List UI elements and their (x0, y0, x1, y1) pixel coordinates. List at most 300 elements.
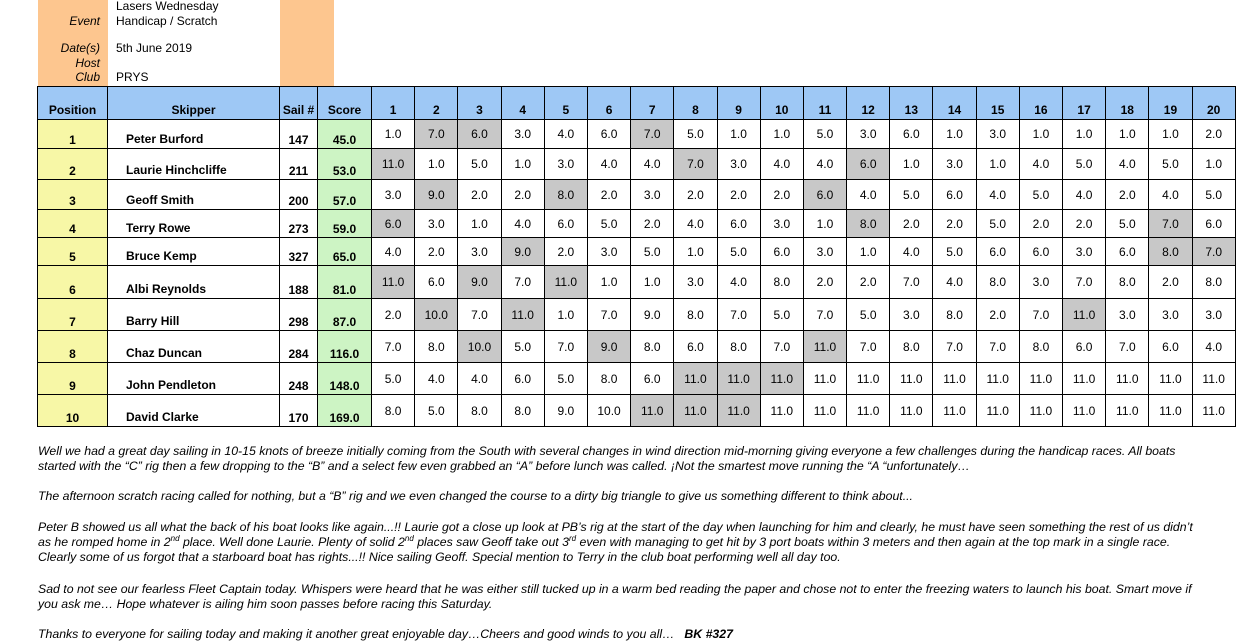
skipper-cell: Albi Reynolds (108, 266, 280, 299)
table-row (38, 331, 1236, 363)
host-club-value: PRYS (116, 70, 149, 84)
report-text: places saw Geoff take out 3 (413, 535, 569, 549)
race-result-cell: 7.0 (890, 266, 933, 299)
race-result-cell: 5.0 (933, 238, 976, 266)
discarded-race-cell: 9.0 (587, 331, 630, 363)
race-result-cell: 8.0 (1019, 331, 1062, 363)
report-text: Thanks to everyone for sailing today and making it another great enjoyable day…Cheers and good winds to you all… (38, 627, 675, 641)
race-result-cell: 4.0 (1149, 180, 1192, 210)
skipper-cell: Laurie Hinchcliffe (108, 149, 280, 180)
race-result-cell: 1.0 (544, 299, 587, 331)
skipper-cell: Chaz Duncan (108, 331, 280, 363)
race-header: 7 (631, 87, 674, 120)
race-result-cell: 2.0 (976, 299, 1019, 331)
race-result-cell: 3.0 (587, 238, 630, 266)
race-header: 17 (1063, 87, 1106, 120)
sail-number-cell: 248 (280, 363, 318, 395)
sail-number-cell: 147 (280, 120, 318, 149)
race-result-cell: 2.0 (847, 266, 890, 299)
race-result-cell: 2.0 (1106, 180, 1149, 210)
race-header: 15 (976, 87, 1019, 120)
race-result-cell: 11.0 (847, 363, 890, 395)
race-header: 5 (544, 87, 587, 120)
position-cell: 8 (38, 331, 108, 363)
race-result-cell: 5.0 (1063, 149, 1106, 180)
race-result-cell: 4.0 (501, 210, 544, 238)
discarded-race-cell: 9.0 (415, 180, 458, 210)
race-result-cell: 2.0 (372, 299, 415, 331)
discarded-race-cell: 7.0 (631, 120, 674, 149)
race-result-cell: 4.0 (674, 210, 717, 238)
score-cell: 81.0 (318, 266, 372, 299)
report-paragraph-thanks (38, 627, 1203, 642)
race-result-cell: 1.0 (717, 120, 760, 149)
race-header: 1 (372, 87, 415, 120)
race-result-cell: 1.0 (847, 238, 890, 266)
race-result-cell: 2.0 (760, 180, 803, 210)
race-result-cell: 1.0 (933, 120, 976, 149)
race-result-cell: 5.0 (717, 238, 760, 266)
race-result-cell: 11.0 (847, 395, 890, 427)
score-header-column (280, 0, 334, 86)
race-result-cell: 11.0 (1149, 363, 1192, 395)
table-row (38, 395, 1236, 427)
race-result-cell: 2.0 (631, 210, 674, 238)
race-result-cell: 4.0 (458, 363, 501, 395)
race-report-captain (38, 582, 1203, 612)
report-text: place. Well done Laurie. Plenty of solid 2 (179, 535, 405, 549)
position-cell: 3 (38, 180, 108, 210)
race-result-cell: 9.0 (544, 395, 587, 427)
race-result-cell: 7.0 (458, 299, 501, 331)
race-header: 20 (1192, 87, 1235, 120)
race-result-cell: 11.0 (1192, 395, 1235, 427)
race-result-cell: 8.0 (1192, 266, 1235, 299)
signature: BK #327 (684, 627, 733, 641)
report-paragraph-results (38, 520, 1203, 565)
race-result-cell: 1.0 (976, 149, 1019, 180)
race-result-cell: 5.0 (458, 149, 501, 180)
race-report (38, 444, 1203, 474)
discarded-race-cell: 7.0 (1192, 238, 1235, 266)
race-result-cell: 7.0 (544, 331, 587, 363)
host-label: Host (75, 56, 100, 70)
race-report-thanks (38, 627, 1203, 642)
race-result-cell: 7.0 (1106, 331, 1149, 363)
race-result-cell: 3.0 (717, 149, 760, 180)
race-result-cell: 6.0 (1019, 238, 1062, 266)
race-result-cell: 5.0 (803, 120, 846, 149)
report-paragraph-afternoon: The afternoon scratch racing called for nothing, but a “B” rig and we even changed the course to a dirty big triangle to give us something different to think about... (38, 489, 913, 503)
race-header: 12 (847, 87, 890, 120)
skipper-cell: Barry Hill (108, 299, 280, 331)
race-result-cell: 3.0 (803, 238, 846, 266)
table-row (38, 238, 1236, 266)
race-result-cell: 5.0 (1149, 149, 1192, 180)
race-result-cell: 5.0 (1106, 210, 1149, 238)
race-result-cell: 5.0 (847, 299, 890, 331)
race-result-cell: 6.0 (587, 120, 630, 149)
race-result-cell: 7.0 (847, 331, 890, 363)
race-result-cell: 11.0 (1149, 395, 1192, 427)
race-header: 11 (803, 87, 846, 120)
race-result-cell: 7.0 (372, 331, 415, 363)
sail-number-cell: 273 (280, 210, 318, 238)
race-report-afternoon (38, 489, 1203, 504)
table-row (38, 363, 1236, 395)
race-result-cell: 11.0 (933, 395, 976, 427)
race-result-cell: 2.0 (587, 180, 630, 210)
skipper-cell: Bruce Kemp (108, 238, 280, 266)
skipper-header: Skipper (108, 87, 280, 120)
score-cell: 53.0 (318, 149, 372, 180)
discarded-race-cell: 6.0 (458, 120, 501, 149)
report-paragraph-wind: Well we had a great day sailing in 10-15 knots of breeze initially coming from the South with several changes in wind direction mid-morning giving everyone a few challenges during the handicap races. All boats started with the “C” rig then a few dropping to the “B” and a select few even grabbed an “A” before lunch was called. ¡Not the smartest move running the “A “unfortunately… (38, 444, 1176, 473)
race-result-cell: 11.0 (976, 395, 1019, 427)
score-cell: 59.0 (318, 210, 372, 238)
race-result-cell: 4.0 (717, 266, 760, 299)
race-result-cell: 3.0 (847, 120, 890, 149)
race-result-cell: 6.0 (890, 120, 933, 149)
discarded-race-cell: 7.0 (415, 120, 458, 149)
discarded-race-cell: 6.0 (847, 149, 890, 180)
race-result-cell: 4.0 (933, 266, 976, 299)
race-result-cell: 8.0 (933, 299, 976, 331)
race-result-cell: 6.0 (933, 180, 976, 210)
club-label: Club (75, 70, 100, 84)
race-result-cell: 5.0 (890, 180, 933, 210)
race-result-cell: 3.0 (631, 180, 674, 210)
race-result-cell: 8.0 (631, 331, 674, 363)
race-result-cell: 6.0 (717, 210, 760, 238)
skipper-cell: John Pendleton (108, 363, 280, 395)
race-result-cell: 11.0 (1106, 395, 1149, 427)
race-result-cell: 3.0 (372, 180, 415, 210)
race-header: 2 (415, 87, 458, 120)
race-result-cell: 5.0 (976, 210, 1019, 238)
sail-number-cell: 284 (280, 331, 318, 363)
race-result-cell: 11.0 (1106, 363, 1149, 395)
race-result-cell: 5.0 (1019, 180, 1062, 210)
race-result-cell: 3.0 (1192, 299, 1235, 331)
race-result-cell: 4.0 (890, 238, 933, 266)
race-result-cell: 7.0 (1019, 299, 1062, 331)
race-result-cell: 3.0 (415, 210, 458, 238)
race-result-cell: 2.0 (1149, 266, 1192, 299)
discarded-race-cell: 6.0 (372, 210, 415, 238)
report-text: Peter B showed us all what the back of his boat looks like again...!! Laurie got a close up look at PB’s rig at the start of the day when launching for him and clearly, he must have seen something the rest of us didn’t as he romped home in 2 (38, 520, 1193, 549)
race-result-cell: 11.0 (933, 363, 976, 395)
race-result-cell: 5.0 (674, 120, 717, 149)
discarded-race-cell: 9.0 (501, 238, 544, 266)
event-label: Event (69, 14, 100, 28)
race-header: 10 (760, 87, 803, 120)
race-result-cell: 5.0 (544, 363, 587, 395)
position-cell: 9 (38, 363, 108, 395)
discarded-race-cell: 11.0 (372, 149, 415, 180)
race-result-cell: 4.0 (631, 149, 674, 180)
race-result-cell: 7.0 (760, 331, 803, 363)
results-table (37, 86, 1236, 427)
race-result-cell: 3.0 (501, 120, 544, 149)
table-row (38, 180, 1236, 210)
race-result-cell: 3.0 (674, 266, 717, 299)
race-result-cell: 1.0 (458, 210, 501, 238)
position-cell: 4 (38, 210, 108, 238)
discarded-race-cell: 11.0 (544, 266, 587, 299)
discarded-race-cell: 7.0 (674, 149, 717, 180)
discarded-race-cell: 11.0 (760, 363, 803, 395)
race-result-cell: 5.0 (1192, 180, 1235, 210)
position-cell: 5 (38, 238, 108, 266)
discarded-race-cell: 11.0 (803, 331, 846, 363)
race-result-cell: 2.0 (501, 180, 544, 210)
sail-number-cell: 170 (280, 395, 318, 427)
race-result-cell: 2.0 (1063, 210, 1106, 238)
race-result-cell: 11.0 (976, 363, 1019, 395)
race-result-cell: 2.0 (890, 210, 933, 238)
discarded-race-cell: 11.0 (674, 363, 717, 395)
race-result-cell: 6.0 (1063, 331, 1106, 363)
discarded-race-cell: 9.0 (458, 266, 501, 299)
race-result-cell: 8.0 (976, 266, 1019, 299)
skipper-cell: Peter Burford (108, 120, 280, 149)
skipper-cell: David Clarke (108, 395, 280, 427)
race-result-cell: 4.0 (544, 120, 587, 149)
position-header: Position (38, 87, 108, 120)
race-result-cell: 10.0 (587, 395, 630, 427)
race-result-cell: 6.0 (415, 266, 458, 299)
table-row (38, 299, 1236, 331)
race-result-cell: 8.0 (372, 395, 415, 427)
race-result-cell: 8.0 (760, 266, 803, 299)
score-cell: 148.0 (318, 363, 372, 395)
score-cell: 116.0 (318, 331, 372, 363)
race-result-cell: 3.0 (458, 238, 501, 266)
race-result-cell: 1.0 (1106, 120, 1149, 149)
race-result-cell: 8.0 (458, 395, 501, 427)
score-header: Score (318, 87, 372, 120)
race-result-cell: 2.0 (674, 180, 717, 210)
race-result-cell: 1.0 (501, 149, 544, 180)
race-result-cell: 8.0 (890, 331, 933, 363)
race-result-cell: 1.0 (890, 149, 933, 180)
race-report-results (38, 520, 1203, 565)
race-result-cell: 11.0 (1192, 363, 1235, 395)
score-cell: 65.0 (318, 238, 372, 266)
date-value: 5th June 2019 (116, 41, 193, 55)
race-result-cell: 11.0 (890, 363, 933, 395)
race-result-cell: 1.0 (674, 238, 717, 266)
race-result-cell: 4.0 (1063, 180, 1106, 210)
race-result-cell: 3.0 (760, 210, 803, 238)
race-result-cell: 4.0 (760, 149, 803, 180)
score-cell: 45.0 (318, 120, 372, 149)
race-result-cell: 4.0 (372, 238, 415, 266)
discarded-race-cell: 11.0 (631, 395, 674, 427)
event-name-line2: Handicap / Scratch (116, 14, 218, 28)
discarded-race-cell: 8.0 (544, 180, 587, 210)
race-result-cell: 2.0 (1192, 120, 1235, 149)
race-result-cell: 1.0 (1063, 120, 1106, 149)
race-result-cell: 11.0 (890, 395, 933, 427)
sail-number-cell: 327 (280, 238, 318, 266)
discarded-race-cell: 11.0 (717, 395, 760, 427)
race-result-cell: 6.0 (631, 363, 674, 395)
race-result-cell: 6.0 (760, 238, 803, 266)
report-paragraph-captain: Sad to not see our fearless Fleet Captain today. Whispers were heard that he was either still tucked up in a warm bed reading the paper and chose not to enter the freezing waters to launch his boat. Smart move if you ask me… Hope whatever is ailing him soon passes before racing this Saturday. (38, 582, 1192, 611)
ordinal-suffix: rd (568, 533, 577, 543)
score-cell: 87.0 (318, 299, 372, 331)
report-text: even with managing to get hit by 3 port boats within 3 meters and then again at the top mark in a single race. Clearly some of us forgot that a starboard boat has rights...!! Nice sailing Geoff. Special mention to Terry in the club boat performing well all day too. (38, 535, 1171, 564)
sail-number-cell: 211 (280, 149, 318, 180)
race-header: 9 (717, 87, 760, 120)
race-result-cell: 3.0 (1149, 299, 1192, 331)
race-result-cell: 5.0 (587, 210, 630, 238)
discarded-race-cell: 10.0 (458, 331, 501, 363)
discarded-race-cell: 8.0 (847, 210, 890, 238)
race-header: 13 (890, 87, 933, 120)
race-result-cell: 8.0 (501, 395, 544, 427)
race-result-cell: 7.0 (1063, 266, 1106, 299)
race-result-cell: 4.0 (415, 363, 458, 395)
score-cell: 169.0 (318, 395, 372, 427)
race-result-cell: 9.0 (631, 299, 674, 331)
race-result-cell: 6.0 (1106, 238, 1149, 266)
race-result-cell: 11.0 (1019, 363, 1062, 395)
race-result-cell: 3.0 (933, 149, 976, 180)
discarded-race-cell: 11.0 (501, 299, 544, 331)
score-cell: 57.0 (318, 180, 372, 210)
race-result-cell: 5.0 (631, 238, 674, 266)
race-header: 18 (1106, 87, 1149, 120)
race-result-cell: 6.0 (1192, 210, 1235, 238)
race-result-cell: 3.0 (890, 299, 933, 331)
race-result-cell: 5.0 (760, 299, 803, 331)
race-header: 3 (458, 87, 501, 120)
race-result-cell: 4.0 (1192, 331, 1235, 363)
race-result-cell: 2.0 (415, 238, 458, 266)
race-result-cell: 5.0 (415, 395, 458, 427)
race-result-cell: 1.0 (760, 120, 803, 149)
race-result-cell: 8.0 (674, 299, 717, 331)
discarded-race-cell: 11.0 (1063, 299, 1106, 331)
race-header: 4 (501, 87, 544, 120)
position-cell: 10 (38, 395, 108, 427)
race-result-cell: 3.0 (976, 120, 1019, 149)
race-result-cell: 1.0 (1019, 120, 1062, 149)
race-result-cell: 2.0 (717, 180, 760, 210)
sail-number-cell: 200 (280, 180, 318, 210)
race-result-cell: 1.0 (587, 266, 630, 299)
discarded-race-cell: 10.0 (415, 299, 458, 331)
race-result-cell: 1.0 (1149, 120, 1192, 149)
race-result-cell: 11.0 (1063, 363, 1106, 395)
event-name-line1: Lasers Wednesday (116, 0, 219, 13)
race-header: 8 (674, 87, 717, 120)
race-result-cell: 11.0 (1019, 395, 1062, 427)
discarded-race-cell: 11.0 (717, 363, 760, 395)
race-result-cell: 8.0 (1106, 266, 1149, 299)
race-result-cell: 6.0 (674, 331, 717, 363)
race-result-cell: 6.0 (544, 210, 587, 238)
race-result-cell: 2.0 (544, 238, 587, 266)
table-row (38, 120, 1236, 149)
race-result-cell: 1.0 (1192, 149, 1235, 180)
race-result-cell: 11.0 (803, 395, 846, 427)
race-result-cell: 1.0 (415, 149, 458, 180)
position-cell: 2 (38, 149, 108, 180)
race-result-cell: 6.0 (1149, 331, 1192, 363)
position-cell: 1 (38, 120, 108, 149)
race-result-cell: 1.0 (372, 120, 415, 149)
race-result-cell: 8.0 (587, 363, 630, 395)
race-result-cell: 3.0 (544, 149, 587, 180)
race-result-cell: 8.0 (717, 331, 760, 363)
race-result-cell: 6.0 (976, 238, 1019, 266)
race-result-cell: 7.0 (976, 331, 1019, 363)
race-result-cell: 4.0 (847, 180, 890, 210)
table-row (38, 266, 1236, 299)
race-result-cell: 6.0 (501, 363, 544, 395)
skipper-cell: Terry Rowe (108, 210, 280, 238)
race-result-cell: 5.0 (501, 331, 544, 363)
race-result-cell: 2.0 (933, 210, 976, 238)
sail-header: Sail # (280, 87, 318, 120)
race-result-cell: 3.0 (1063, 238, 1106, 266)
skipper-cell: Geoff Smith (108, 180, 280, 210)
race-result-cell: 7.0 (587, 299, 630, 331)
race-header: 16 (1019, 87, 1062, 120)
ordinal-suffix: nd (170, 533, 180, 543)
sail-number-cell: 298 (280, 299, 318, 331)
race-result-cell: 7.0 (803, 299, 846, 331)
discarded-race-cell: 11.0 (372, 266, 415, 299)
race-header: 6 (587, 87, 630, 120)
discarded-race-cell: 11.0 (674, 395, 717, 427)
race-result-cell: 2.0 (1019, 210, 1062, 238)
ordinal-suffix: nd (404, 533, 414, 543)
race-result-cell: 4.0 (976, 180, 1019, 210)
discarded-race-cell: 6.0 (803, 180, 846, 210)
race-result-cell: 4.0 (1019, 149, 1062, 180)
race-result-cell: 1.0 (803, 210, 846, 238)
race-header: 14 (933, 87, 976, 120)
race-result-cell: 11.0 (760, 395, 803, 427)
table-row (38, 210, 1236, 238)
race-result-cell: 7.0 (717, 299, 760, 331)
race-result-cell: 4.0 (587, 149, 630, 180)
position-cell: 6 (38, 266, 108, 299)
race-header: 19 (1149, 87, 1192, 120)
race-result-cell: 2.0 (803, 266, 846, 299)
race-result-cell: 8.0 (415, 331, 458, 363)
race-result-cell: 11.0 (803, 363, 846, 395)
date-label: Date(s) (60, 41, 100, 55)
race-result-cell: 11.0 (1063, 395, 1106, 427)
race-result-cell: 2.0 (458, 180, 501, 210)
position-cell: 7 (38, 299, 108, 331)
sail-number-cell: 188 (280, 266, 318, 299)
race-result-cell: 5.0 (372, 363, 415, 395)
race-result-cell: 7.0 (501, 266, 544, 299)
discarded-race-cell: 7.0 (1149, 210, 1192, 238)
race-result-cell: 4.0 (1106, 149, 1149, 180)
race-result-cell: 4.0 (803, 149, 846, 180)
discarded-race-cell: 8.0 (1149, 238, 1192, 266)
race-result-cell: 3.0 (1106, 299, 1149, 331)
race-result-cell: 1.0 (631, 266, 674, 299)
